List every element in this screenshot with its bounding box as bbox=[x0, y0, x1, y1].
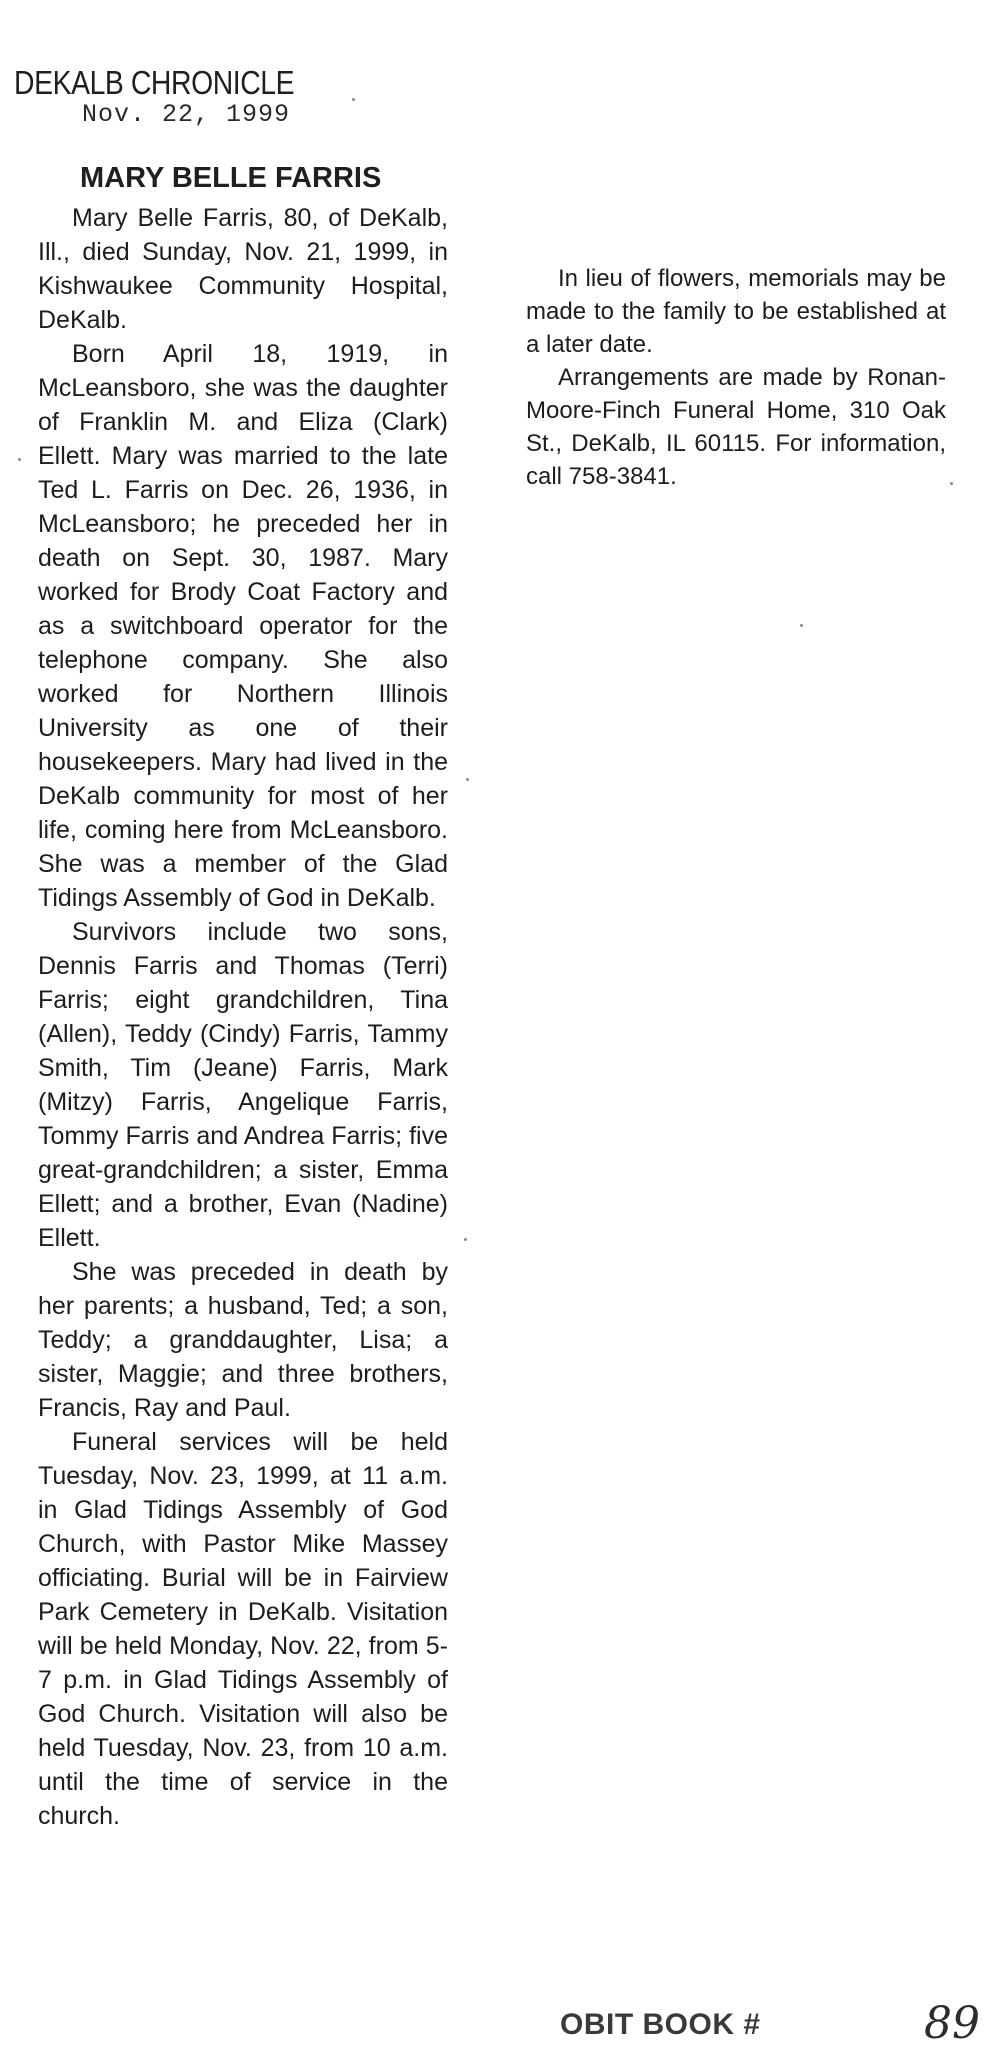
scan-speck bbox=[950, 482, 953, 485]
clipping-date: Nov. 22, 1999 bbox=[82, 100, 291, 129]
paragraph-biography: Born April 18, 1919, in McLeansboro, she was the daughter of Franklin M. and Eliza (Clark) Ellett. Mary was married to the late Ted L. Farris on Dec. 26, 1936, in McLeansboro; he preceded her in death on Sept. 30, 1987. Mary worked for Brody Coat Factory and as a switchboard operator for the telephone company. She also worked for Northern Illinois University as one of their housekeepers. Mary had lived in the DeKalb community for most of her life, coming here from McLeansboro. She was a member of the Glad Tidings Assembly of God in DeKalb. bbox=[38, 340, 448, 912]
obituary-right-column bbox=[526, 262, 946, 493]
paragraph-preceded-in-death: She was preceded in death by her parents; a husband, Ted; a son, Teddy; a granddaughter, Lisa; a sister, Maggie; and three brothers, Francis, Ray and Paul. bbox=[38, 1258, 448, 1422]
obit-book-number: 89 bbox=[924, 1998, 980, 2049]
paragraph-arrangements: Arrangements are made by Ronan-Moore-Finch Funeral Home, 310 Oak St., DeKalb, IL 60115. For information, call 758-3841. bbox=[526, 364, 946, 490]
obit-book-label: OBIT BOOK # bbox=[560, 2008, 761, 2041]
scan-speck bbox=[18, 458, 21, 461]
obituary-headline: MARY BELLE FARRIS bbox=[80, 162, 382, 194]
scan-speck bbox=[800, 624, 803, 627]
paragraph-survivors: Survivors include two sons, Dennis Farris and Thomas (Terri) Farris; eight grandchildren, Tina (Allen), Teddy (Cindy) Farris, Tammy Smith, Tim (Jeane) Farris, Mark (Mitzy) Farris, Angelique Farris, Tommy Farris and Andrea Farris; five great-grandchildren; a sister, Emma Ellett; and a brother, Evan (Nadine) Ellett. bbox=[38, 918, 448, 1252]
scan-speck bbox=[352, 98, 355, 101]
paragraph-death-notice: Mary Belle Farris, 80, of DeKalb, Ill., died Sunday, Nov. 21, 1999, in Kishwaukee Community Hospital, DeKalb. bbox=[38, 204, 448, 334]
paragraph-services: Funeral services will be held Tuesday, Nov. 23, 1999, at 11 a.m. in Glad Tidings Assembly of God Church, with Pastor Mike Massey officiating. Burial will be in Fairview Park Cemetery in DeKalb. Visitation will be held Monday, Nov. 22, from 5-7 p.m. in Glad Tidings Assembly of God Church. Visitation will also be held Tuesday, Nov. 23, from 10 a.m. until the time of service in the church. bbox=[38, 1428, 448, 1830]
newspaper-name: DEKALB CHRONICLE bbox=[14, 64, 295, 101]
paragraph-memorials: In lieu of flowers, memorials may be made to the family to be established at a later date. bbox=[526, 265, 946, 358]
scan-speck bbox=[466, 778, 469, 781]
scan-speck bbox=[464, 1238, 467, 1241]
obituary-left-column bbox=[38, 201, 448, 1833]
